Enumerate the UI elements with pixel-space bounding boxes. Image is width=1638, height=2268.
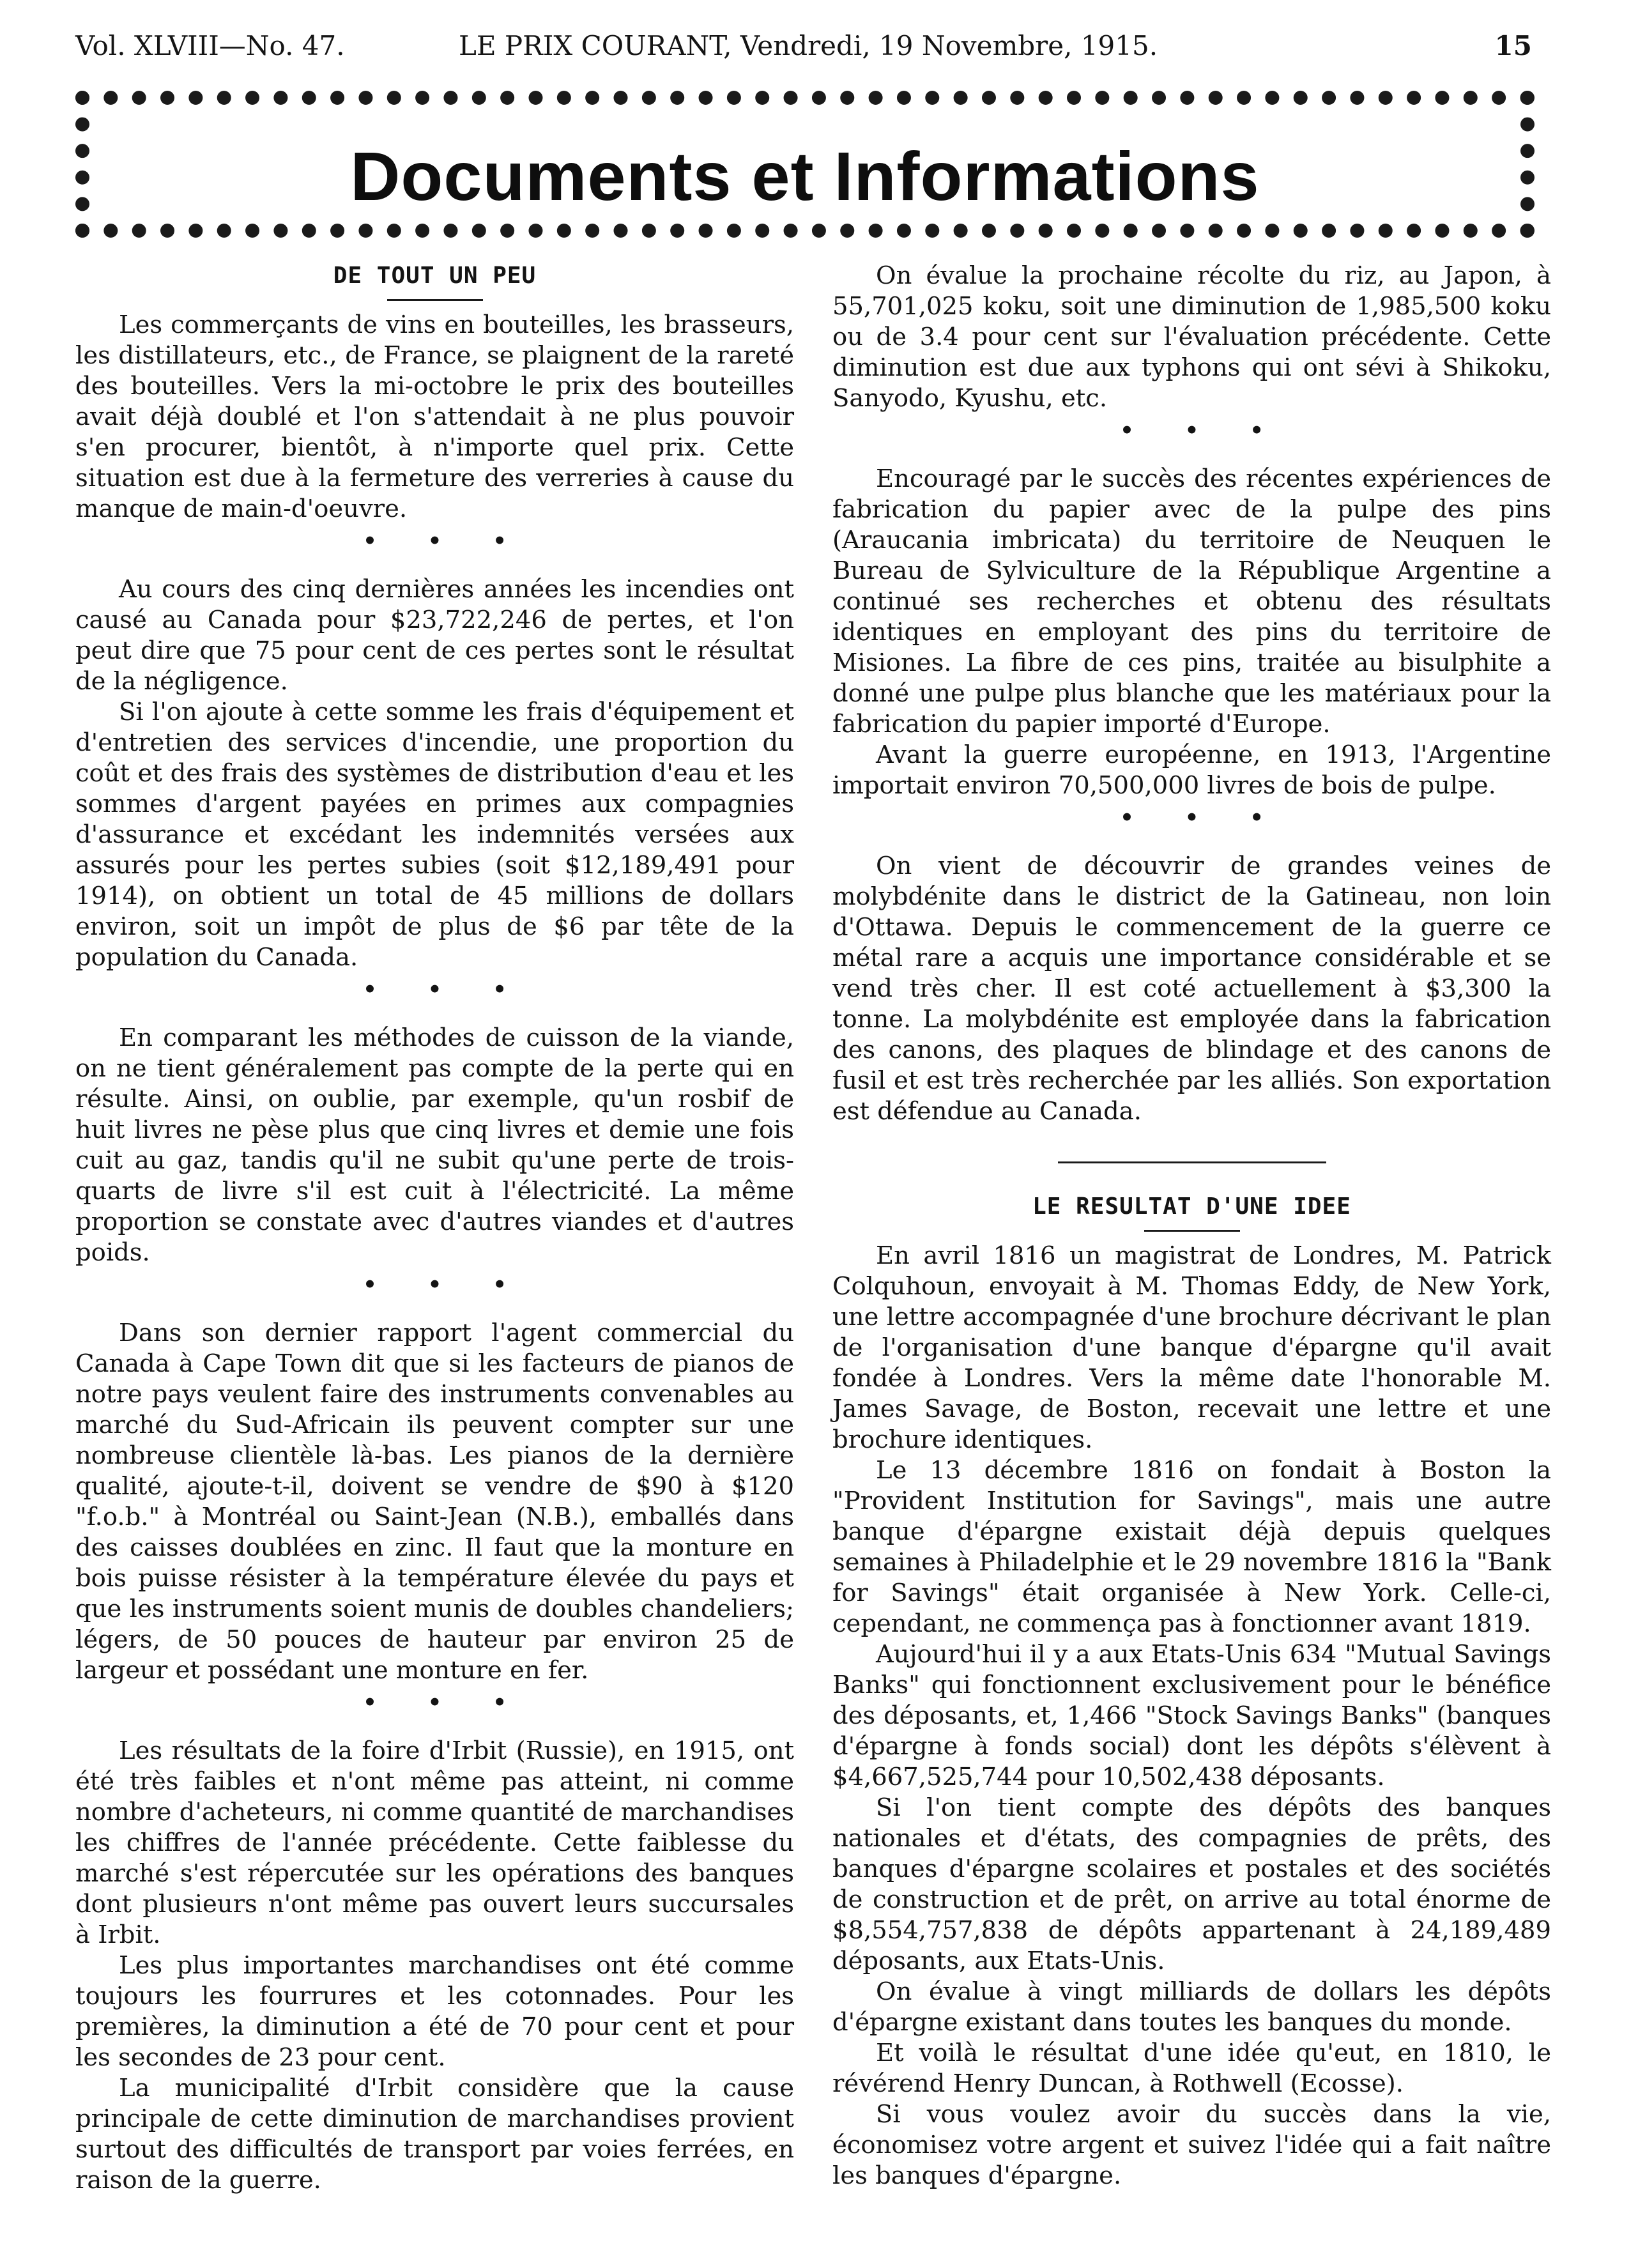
separator-dots: • • • [363, 1272, 528, 1298]
section-title: Documents et Informations [350, 137, 1260, 215]
paragraph: Aujourd'hui il y a aux Etats-Unis 634 "Mutual Savings Banks" qui fonctionnent exclusivement pour le bénéfice des déposants, et, 1,466 "Stock Savings Banks" (banques d'épargne à fonds social) dont les dépôts s'élèvent à $4,667,525,744 pour 10,502,438 déposants. [832, 1640, 1551, 1791]
article-heading-de-tout-un-peu: DE TOUT UN PEU [333, 263, 537, 289]
article-heading-resultat-idee: LE RESULTAT D'UNE IDEE [1032, 1193, 1351, 1220]
paragraph: Les plus importantes marchandises ont été comme toujours les fourrures et les cotonnades. Pour les premières, la diminution a été de 70 pour cent et pour les secondes de 23 pour cent. [75, 1951, 794, 2072]
running-header [75, 27, 1532, 65]
left-column [75, 261, 794, 2196]
article-divider [1058, 1161, 1326, 1163]
volume-number: Vol. XLVIII—No. 47. [75, 30, 345, 61]
section-banner [75, 91, 1535, 238]
page-number: 15 [1494, 30, 1532, 61]
right-column [832, 261, 1551, 2191]
paragraph: Et voilà le résultat d'une idée qu'eut, en 1810, le révérend Henry Duncan, à Rothwell (Ecosse). [832, 2039, 1551, 2098]
paragraph: On évalue la prochaine récolte du riz, au Japon, à 55,701,025 koku, soit une diminution de 1,985,500 koku ou de 3.4 pour cent sur l'évaluation précédente. Cette diminution est due aux typhons qui ont sévi à Shikoku, Sanyodo, Kyushu, etc. [832, 261, 1551, 413]
paragraph: Si vous voulez avoir du succès dans la vie, économisez votre argent et suivez l'idée qui a fait naître les banques d'épargne. [832, 2100, 1551, 2190]
paragraph: La municipalité d'Irbit considère que la cause principale de cette diminution de marchandises provient surtout des difficultés de transport par voies ferrées, en raison de la guerre. [75, 2074, 794, 2195]
paragraph: On évalue à vingt milliards de dollars les dépôts d'épargne existant dans toutes les banques du monde. [832, 1977, 1551, 2037]
paragraph: Si l'on tient compte des dépôts des banques nationales et d'états, des compagnies de prêts, des banques d'épargne scolaires et postales et des sociétés de construction et de prêt, on arrive au total énorme de $8,554,757,838 de dépôts appartenant à 24,189,489 déposants, aux Etats-Unis. [832, 1793, 1551, 1975]
heading-rule [387, 299, 483, 301]
paragraph: En avril 1816 un magistrat de Londres, M. Patrick Colquhoun, envoyait à M. Thomas Eddy, de New York, une lettre accompagnée d'une brochure décrivant le plan de l'organisation d'une banque d'épargne qu'il avait fondée à Londres. Vers la même date l'honorable M. James Savage, de Boston, recevait une lettre et une brochure identiques. [832, 1241, 1551, 1454]
separator-dots: • • • [1120, 805, 1285, 831]
separator-dots: • • • [363, 1690, 528, 1715]
paragraph: Si l'on ajoute à cette somme les frais d'équipement et d'entretien des services d'incendie, une proportion du coût et des frais des systèmes de distribution d'eau et les sommes d'argent payées en primes aux compagnies d'assurance et excédant les indemnités versées aux assurés pour les pertes subies (soit $12,189,491 pour 1914), on obtient un total de 45 millions de dollars environ, soit un impôt de plus de $6 par tête de la population du Canada. [75, 698, 794, 972]
paragraph: Le 13 décembre 1816 on fondait à Boston la "Provident Institution for Savings", mais une autre banque d'épargne existait déjà depuis quelques semaines à Philadelphie et le 29 novembre 1816 la "Bank for Savings" était organisée à New York. Celle-ci, cependant, ne commença pas à fonctionner avant 1819. [832, 1456, 1551, 1638]
paragraph: On vient de découvrir de grandes veines de molybdénite dans le district de la Gatineau, non loin d'Ottawa. Depuis le commencement de la guerre ce métal rare a acquis une importance considérable et se vend très cher. Il est coté actuellement à $3,300 la tonne. La molybdénite est employée dans la fabrication des canons, des plaques de blindage et des canons de fusil et est très recherchée par les alliés. Son exportation est défendue au Canada. [832, 852, 1551, 1126]
paragraph: Avant la guerre européenne, en 1913, l'Argentine importait environ 70,500,000 livres de bois de pulpe. [832, 740, 1551, 800]
separator-dots: • • • [363, 977, 528, 1002]
paragraph: Dans son dernier rapport l'agent commercial du Canada à Cape Town dit que si les facteurs de pianos de notre pays veulent faire des instruments convenables au marché du Sud-Africain ils peuvent compter sur une nombreuse clientèle là-bas. Les pianos de la dernière qualité, ajoute-t-il, doivent se vendre de $90 à $120 "f.o.b." à Montréal ou Saint-Jean (N.B.), emballés dans des caisses doublées en zinc. Il faut que la monture en bois puisse résister à la température élevée du pays et que les instruments soient munis de doubles chandeliers; légers, de 50 pouces de hauteur par environ 25 de largeur et possédant une monture en fer. [75, 1319, 794, 1685]
heading-rule [1144, 1230, 1240, 1232]
separator-dots: • • • [363, 528, 528, 554]
paragraph: En comparant les méthodes de cuisson de la viande, on ne tient généralement pas compte de la perte qui en résulte. Ainsi, on oublie, par exemple, qu'un rosbif de huit livres ne pèse plus que cinq livres et demie une fois cuit au gaz, tandis qu'il ne subit qu'une perte de trois-quarts de livre s'il est cuit à l'électricité. La même proportion se constate avec d'autres viandes et d'autres poids. [75, 1023, 794, 1267]
paragraph: Les résultats de la foire d'Irbit (Russie), en 1915, ont été très faibles et n'ont même pas atteint, ni comme nombre d'acheteurs, ni comme quantité de marchandises les chiffres de l'année précédente. Cette faiblesse du marché s'est répercutée sur les opérations des banques dont plusieurs n'ont même pas ouvert leurs succursales à Irbit. [75, 1736, 794, 1949]
separator-dots: • • • [1120, 418, 1285, 443]
paragraph: Encouragé par le succès des récentes expériences de fabrication du papier avec de la pulpe des pins (Araucania imbricata) du territoire de Neuquen le Bureau de Sylviculture de la République Argentine a continué ses recherches et obtenu des résultats identiques en employant des pins du territoire de Misiones. La fibre de ces pins, traitée au bisulphite a donné une pulpe plus blanche que les matériaux pour la fabrication du papier importé d'Europe. [832, 464, 1551, 739]
paragraph: Les commerçants de vins en bouteilles, les brasseurs, les distillateurs, etc., de France, se plaignent de la rareté des bouteilles. Vers la mi-octobre le prix des bouteilles avait déjà doublé et l'on s'attendait à ne plus pouvoir s'en procurer, bientôt, à n'importe quel prix. Cette situation est due à la fermeture des verreries à cause du manque de main-d'oeuvre. [75, 310, 794, 523]
paragraph: Au cours des cinq dernières années les incendies ont causé au Canada pour $23,722,246 de pertes, et l'on peut dire que 75 pour cent de ces pertes sont le résultat de la négligence. [75, 575, 794, 696]
publication-title: LE PRIX COURANT, Vendredi, 19 Novembre, 1915. [459, 30, 1158, 61]
